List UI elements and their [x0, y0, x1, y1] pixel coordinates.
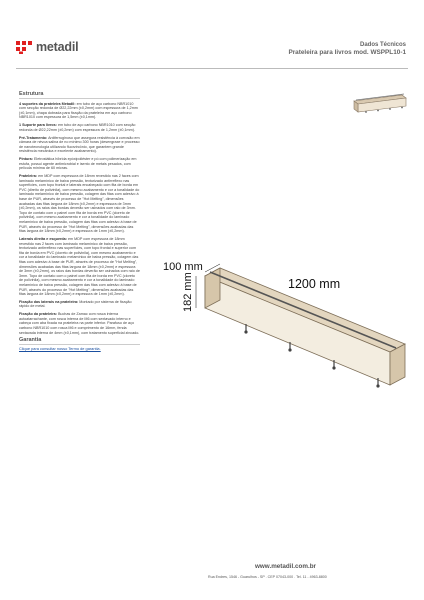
- section-title: Estrutura: [19, 92, 140, 99]
- footer-website[interactable]: www.metadil.com.br: [255, 563, 316, 570]
- spec-paragraph: [19, 136, 140, 154]
- spec-label: 4 suportes da prateleira Metadil:: [19, 101, 76, 106]
- garantia-link[interactable]: Clique para consultar nosso Termo de garantia.: [19, 346, 101, 351]
- spec-label: Prateleira:: [19, 174, 38, 179]
- header-divider: [16, 68, 408, 69]
- spec-label: Fixação das laterais na prateleira:: [19, 299, 79, 304]
- document-title: Dados Técnicos: [359, 42, 406, 48]
- spec-text: Montado por sistema de fixação rápido de metal.: [19, 299, 132, 309]
- spec-label: Fixação da prateleira:: [19, 312, 57, 317]
- brand-logo: [16, 40, 78, 54]
- spec-label: Pintura:: [19, 157, 33, 162]
- spec-paragraph: [19, 300, 140, 309]
- document-subtitle: Prateleira para livros mod. WSPPL10-1: [288, 49, 406, 56]
- garantia-title: Garantia: [19, 338, 140, 345]
- spec-text: em MDP com espessura de 18mm revestido nas 2 faces com laminado melamínico de baixa pressão, texturizado antirreflexo nas superfícies, com topo frontal e laterais encabeçado com fita de borda em PVC (direito de polivinila), com mesmo acabamento e cor a tonalidade do laminado melamínico de baixa pressão, colagem das fitas com adesivo à base de PUR, através de processo de "Hot Melting", dimensões acabadas das fitas largura de 18mm (±0,2mm) e espessura de 3mm (±0,2mm), os raios das bordas deverão ser usinados com raio de 3mm. Topo de contato com o painel com fita de borda em PVC (cloreto de polivinila), com mesmo acabamento e cor a tonalidade do laminado melamínico de baixa pressão, colagem das fitas com adesivo à base de PUR, através do processo de "Hot Melting", dimensões acabadas das fitas largura de 18mm (±0,2mm) e espessura de 1mm (±0,2mm).: [19, 174, 140, 234]
- spec-text: Eletrostática híbrida epóxipoliéster e pó com polimerização em estufa, possui agente antimicrobial e isento de metais pesados, com película mínima de 60 micras.: [19, 157, 137, 171]
- brand-name: metadil: [36, 40, 79, 54]
- spec-paragraph: [19, 237, 140, 297]
- spec-paragraph: [19, 123, 140, 132]
- product-dimension-diagram: [160, 250, 410, 395]
- product-thumbnail: [352, 91, 408, 121]
- spec-text: Buchas de Zamac com rosca interna autoatarrachante, com rosca interna de M6 com sextavado interno e cabeça com aba fixada na prateleira na parte inferior. Parafuso de aço carbono NBR1010 com rosca M6 e comprimento de 16mm, fenda sextavada interna de 4mm (±0,1mm), com tratamento superficial zincado.: [19, 312, 140, 335]
- spec-paragraph: [19, 174, 140, 234]
- spec-label: 1 Suporte para livros:: [19, 123, 57, 128]
- spec-text: em MDP com espessura de 18mm revestido nas 2 faces com laminado melamínico de baixa pressão, texturizado antirreflexo nas superfícies, com topo frontal e superior com fita de borda em PVC (cloreto de polivinila), com mesmo acabamento e cor a tonalidade do laminado melamínico de baixa pressão, colagem das fitas com adesivo à base de PUR, através de processo de "Hot Melting", dimensões acabadas das fitas largura de 18mm (±0,2mm) e espessura de 3mm (±0,2mm), os raios das bordas deverão ser usinados com raio de 3mm. Topo de contato com o painel com fita de borda em PVC (cloreto de polivinila), com mesmo acabamento e cor a tonalidade do laminado melamínico de baixa pressão, colagem das fitas com adesivo à base de PUR, através do processo de "Hot Melting", dimensões acabadas das fitas largura de 18mm (±0,2mm) e espessura de 1mm (±0,2mm).: [19, 236, 140, 297]
- spec-paragraph: [19, 312, 140, 335]
- metadil-logo-icon: [16, 41, 32, 54]
- spec-text: em tubo de aço carbono NBR1010 com secção redonda de Ø22,22mm (±0,2mm) com espessura de 1,2mm (±0,1mm), chapa dobrada para fixação da prateleira em aço carbono NBR1010 com espessura de 1,5mm (±0,1mm).: [19, 101, 138, 120]
- spec-text: Antiferruginoso que assegura resistência à corrosão em câmara de névoa salina de no mínimo 300 horas (desengraxe e processo de nanotecnologia utilizando fluorzircônio, que garantem grande resistência mecânica e excelente acabamento).: [19, 135, 140, 154]
- spec-text: em tubo de aço carbono NBR1010 com secção redonda de Ø22,22mm (±0,2mm) com espessura de 1,2mm (±0,1mm).: [19, 123, 136, 132]
- spec-label: Laterais direita e esquerda:: [19, 236, 67, 241]
- spec-paragraph: [19, 102, 140, 120]
- document-header: [288, 41, 406, 57]
- spec-content: [19, 92, 140, 352]
- depth-dimension-label: 100 mm: [163, 261, 203, 273]
- height-dimension-label: 182 mm: [182, 272, 194, 312]
- spec-paragraph: [19, 157, 140, 171]
- spec-label: Pré-Tratamento:: [19, 135, 48, 140]
- footer-address: Rua Endres, 1546 - Guarulhos - SP . CEP 07043-000 . Tel. 11 - 4963-8800: [208, 575, 327, 579]
- length-dimension-label: 1200 mm: [288, 277, 341, 291]
